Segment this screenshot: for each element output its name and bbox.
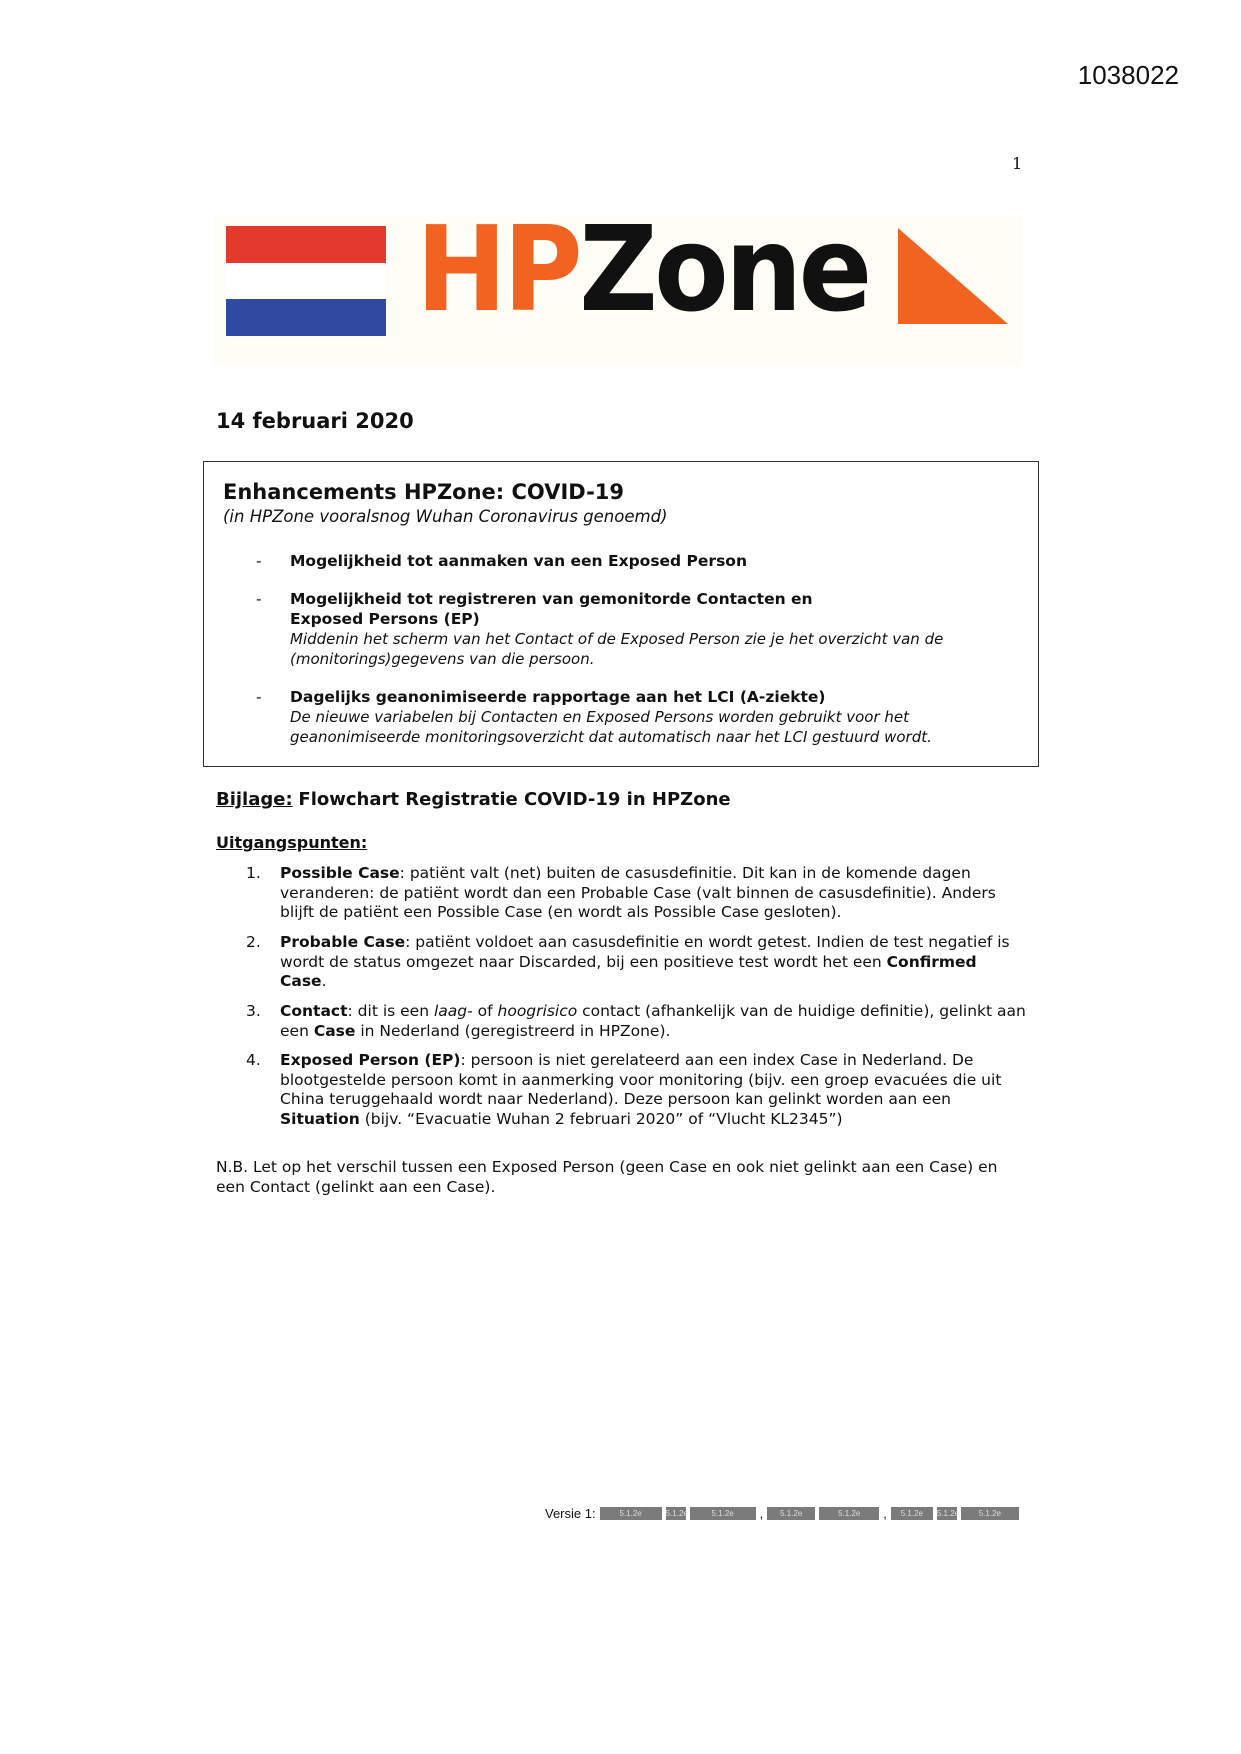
document-id: 1038022 [1077,60,1179,90]
appendix-heading: Bijlage: Flowchart Registratie COVID-19 in HPZone [216,789,731,810]
redaction-block: 5.1.2e [600,1507,662,1520]
bullet-heading: Mogelijkheid tot registreren van gemonitorde Contacten en Exposed Persons (EP) [290,590,813,628]
redaction-block: 5.1.2e [665,1509,688,1518]
redaction-block: 5.1.2e [961,1507,1019,1520]
bullet-heading: Mogelijkheid tot aanmaken van een Exposed Person [290,552,747,570]
nb-note: N.B. Let op het verschil tussen een Exposed Person (geen Case en ook niet gelinkt aan een Case) en een Contact (gelinkt aan een Case). [216,1158,998,1196]
dutch-flag-icon [226,226,386,336]
bullet-heading: Dagelijks geanonimiseerde rapportage aan het LCI (A-ziekte) [290,688,826,706]
box-subtitle: (in HPZone vooralsnog Wuhan Coronavirus genoemd) [223,507,668,526]
redaction-block: 5.1.2e [767,1507,815,1520]
enhancements-box: Enhancements HPZone: COVID-19 (in HPZone vooralsnog Wuhan Coronavirus genoemd) - Mogelijkheid tot aanmaken van een Exposed Person - Mogelijkheid tot registreren van gemonitorde Contacten en Exposed Persons (EP) Middenin het scherm van het Contact of de Exposed Person zie je het overzicht van de (monitorings)gegevens van die persoon. - Dagelijks geanonimiseerde rapportage aan het LCI (A-ziekte) De nieuwe variabelen bij Contacten en Exposed Persons worden gebruikt voor het geanonimiseerde monitoringsoverzicht dat automatisch naar het LCI gestuurd wordt. [203,461,1039,767]
redaction-block: 5.1.2e [936,1509,960,1518]
principles-heading: Uitgangspunten: [216,833,368,852]
hpzone-logo [214,200,1022,366]
document-date: 14 februari 2020 [216,409,414,433]
box-title: Enhancements HPZone: COVID-19 [223,480,625,504]
bullet-body: De nieuwe variabelen bij Contacten en Exposed Persons worden gebruikt voor het geanonimiseerde monitoringsoverzicht dat automatisch naar het LCI gestuurd wordt. [290,708,932,746]
redaction-block: 5.1.2e [891,1507,933,1520]
logo-triangle-icon [898,228,1010,326]
version-label: Versie 1: [545,1506,596,1521]
logo-wordmark: HPZone [416,200,869,338]
redaction-block: 5.1.2e [819,1507,879,1520]
redaction-block: 5.1.2e [690,1507,756,1520]
page-number: 1 [1012,154,1023,173]
bullet-body: Middenin het scherm van het Contact of de Exposed Person zie je het overzicht van de (monitorings)gegevens van die persoon. [290,630,944,668]
version-line: Versie 1: 5.1.2e 5.1.2e 5.1.2e , 5.1.2e 5.1.2e , 5.1.2e 5.1.2e 5.1.2e [545,1506,1019,1521]
